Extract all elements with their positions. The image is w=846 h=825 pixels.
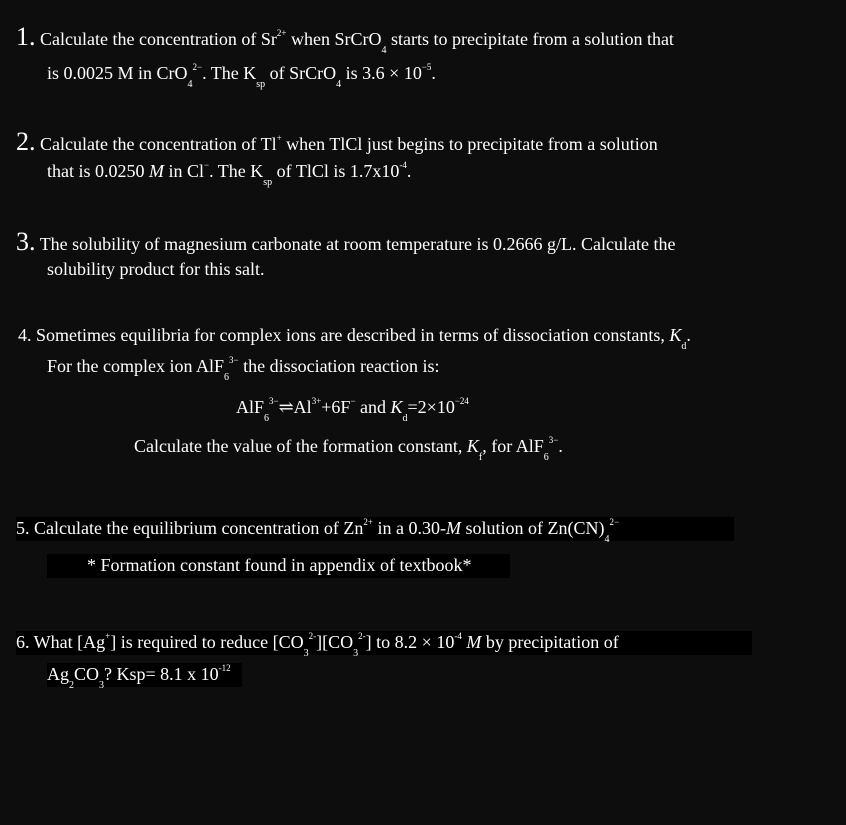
q4-line2: For the complex ion AlF$_6^{3-}$ the dissociation reaction is: [47,355,440,383]
q1-line2: is 0.0025 M in CrO$_4^{2-}$. The $K_{sp}$ of SrCrO$_4$ is $3.6 \times 10^{-5}$. [47,62,436,90]
q5-note: * Formation constant found in appendix of textbook* [47,554,510,578]
q4-line3: Calculate the value of the formation constant, $K_f$, for AlF$_6^{3-}$. [134,435,563,463]
q4-equation: $AlF_6^{3-}\rightleftharpoons Al^{3+}+6F^-$ and $K_d=2\times 10^{-24}$ [236,396,469,424]
q2-line1: 2. Calculate the concentration of Tl+ when TlCl just begins to precipitate from a solution [16,127,658,156]
q3-line2: solubility product for this salt. [47,259,265,279]
q1-number: 1. [16,22,36,51]
q1-line1: 1. Calculate the concentration of $Sr^{2+}$ when SrCrO$_4$ starts to precipitate from a solution that [16,22,674,56]
q6-line2: $Ag_2CO_3$? Ksp= 8.1 x $10^{-12}$ [47,663,242,687]
q2-line2: that is 0.0250 M in Cl−. The $K_{sp}$ of TlCl is $1.7x10^{-4}$. [47,160,412,188]
q4-line1: 4. Sometimes equilibria for complex ions are described in terms of dissociation constants, $K_d$. [18,325,691,352]
q6-line1: 6. What [Ag+] is required to reduce $[CO_3^{2-}][CO_3^{2-}]$ to $8.2 \times 10^{-4}$ M by precipitation of [16,631,752,655]
q3-line1: 3. The solubility of magnesium carbonate at room temperature is 0.2666 g/L. Calculate the [16,227,676,256]
q3-number: 3. [16,227,36,256]
q5-line1: 5. Calculate the equilibrium concentration of $Zn^{2+}$ in a 0.30-M solution of $Zn(CN)_4^{2-}$ [16,517,734,541]
q2-number: 2. [16,127,36,156]
